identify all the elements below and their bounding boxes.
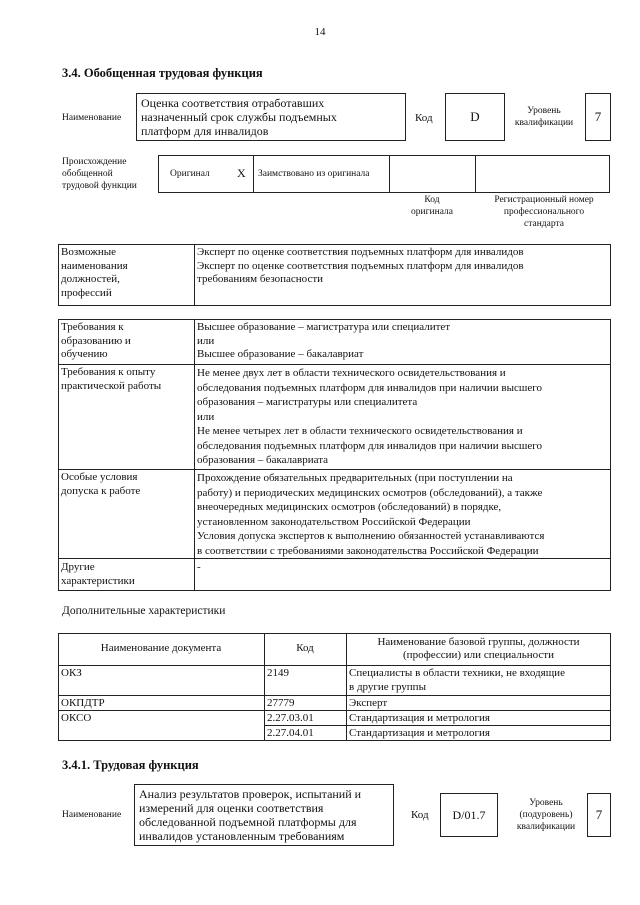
experience-label: Требования к опыту практической работы bbox=[61, 366, 162, 392]
row-okz-code: 2149 bbox=[267, 667, 289, 679]
header-document: Наименование документа bbox=[100, 642, 222, 655]
additional-title: Дополнительные характеристики bbox=[62, 605, 226, 617]
education-value: Высшее образование – магистратура или специалитет или Высшее образование – бакалавриат bbox=[197, 321, 451, 360]
function-name: Оценка соответствия отработавших назначенный срок службы подъемных платформ для инвалидов bbox=[136, 93, 406, 141]
original-mark: X bbox=[237, 165, 246, 180]
sub-code-label: Код bbox=[411, 808, 429, 821]
sub-name-label: Наименование bbox=[62, 810, 122, 820]
level-label: Уровень квалификации bbox=[514, 106, 574, 128]
row-okpdtr-name: Эксперт bbox=[349, 697, 388, 709]
code-value: D bbox=[445, 93, 505, 141]
other-value: - bbox=[197, 561, 201, 573]
row-okz-doc: ОКЗ bbox=[61, 667, 82, 679]
row-okso-name-2: Стандартизация и метрология bbox=[349, 727, 490, 739]
special-conditions-label: Особые условия допуска к работе bbox=[61, 471, 141, 497]
sub-function-name: Анализ результатов проверок, испытаний и измерений для оценки соответствия обследованной подъемной платформы для инвалидов установленным требованиям bbox=[134, 784, 394, 846]
row-okso-code-1: 2.27.03.01 bbox=[267, 712, 314, 724]
experience-value: Не менее двух лет в области технического освидетельствования и обследования подъемных платформ для инвалидов при наличии высшего образования – магистратуры или специалитета или Не менее четырех лет в области технического освидетельствования и обследования подъемных платформ для инвалидов при наличии высшего образования – бакалавриата bbox=[197, 367, 542, 466]
positions-label: Возможные наименования должностей, профессий bbox=[61, 246, 128, 299]
positions-value: Эксперт по оценке соответствия подъемных платформ для инвалидов Эксперт по оценке соответствия подъемных платформ для инвалидов требованиям безопасности bbox=[197, 246, 524, 285]
row-okso-name-1: Стандартизация и метрология bbox=[349, 712, 490, 724]
code-original-label: Код оригинала bbox=[411, 195, 453, 217]
code-label: Код bbox=[415, 111, 433, 124]
name-label: Наименование bbox=[62, 113, 122, 123]
sub-level-label: Уровень (подуровень) квалификации bbox=[516, 798, 576, 832]
subsection-heading: 3.4.1. Трудовая функция bbox=[62, 758, 199, 772]
level-value: 7 bbox=[585, 93, 611, 141]
row-okpdtr-doc: ОКПДТР bbox=[61, 697, 105, 709]
reg-number-label: Регистрационный номер профессионального стандарта bbox=[494, 195, 594, 229]
header-group-name: Наименование базовой группы, должности (профессии) или специальности bbox=[377, 635, 580, 661]
original-label: Оригинал bbox=[170, 169, 210, 179]
row-okso-doc: ОКСО bbox=[61, 712, 92, 724]
borrowed-label: Заимствовано из оригинала bbox=[258, 169, 370, 179]
special-conditions-value: Прохождение обязательных предварительных (при поступлении на работу) и периодических медицинских осмотров (обследований), а также внеочередных медицинских осмотров (обследований) в порядке, установленном законодательством Российской Федерации Условия допуска экспертов к выполнению обязанностей устанавливаются в соответствии с требованиями законодательства Российской Федерации bbox=[197, 472, 545, 557]
page-number: 14 bbox=[314, 26, 326, 38]
row-okz-name: Специалисты в области техники, не входящие в другие группы bbox=[349, 667, 565, 693]
sub-level-value: 7 bbox=[587, 793, 611, 837]
sub-code-value: D/01.7 bbox=[440, 793, 498, 837]
origin-label: Происхождение обобщенной трудовой функции bbox=[62, 157, 137, 191]
other-label: Другие характеристики bbox=[61, 561, 135, 587]
row-okpdtr-code: 27779 bbox=[267, 697, 295, 709]
origin-box bbox=[158, 155, 610, 193]
row-okso-doc-2 bbox=[58, 726, 264, 728]
section-heading: 3.4. Обобщенная трудовая функция bbox=[62, 66, 263, 80]
education-label: Требования к образованию и обучению bbox=[61, 321, 131, 360]
header-code: Код bbox=[296, 642, 314, 655]
row-okso-code-2: 2.27.04.01 bbox=[267, 727, 314, 739]
